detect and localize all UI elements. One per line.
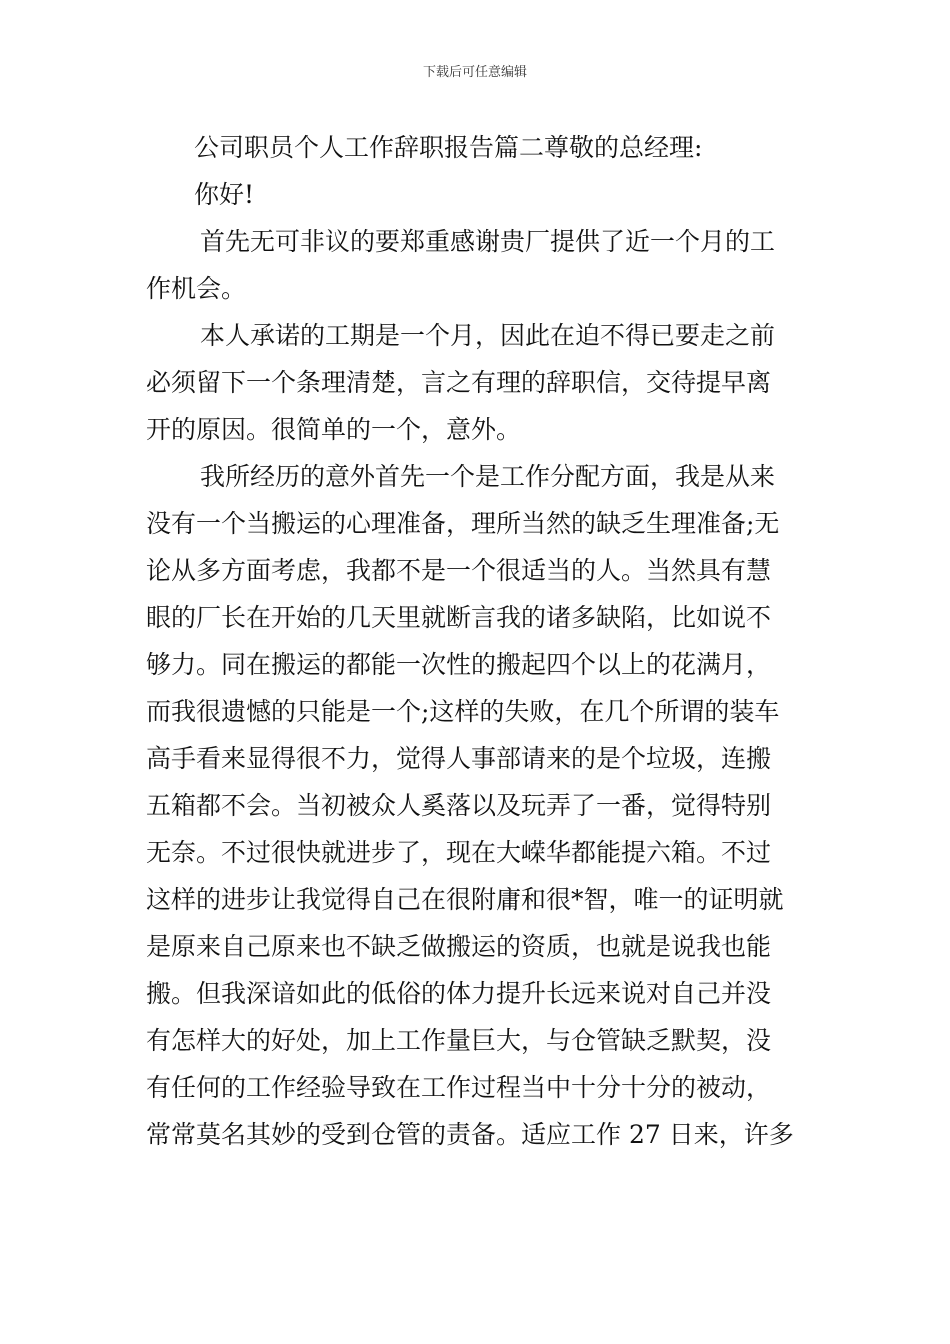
paragraph-line: 搬。但我深谙如此的低俗的体力提升长远来说对自己并没 (146, 979, 772, 1008)
paragraph-line: 有怎样大的好处，加上工作量巨大，与仓管缺乏默契，没 (146, 1026, 772, 1055)
paragraph-line: 本人承诺的工期是一个月，因此在迫不得已要走之前 (200, 321, 776, 350)
paragraph-line: 常常莫名其妙的受到仓管的责备。适应工作 27 日来，许多 (146, 1120, 794, 1149)
paragraph-line: 眼的厂长在开始的几天里就断言我的诸多缺陷，比如说不 (146, 603, 772, 632)
paragraph-line: 论从多方面考虑，我都不是一个很适当的人。当然具有慧 (146, 556, 772, 585)
paragraph-line: 必须留下一个条理清楚，言之有理的辞职信，交待提早离 (146, 368, 772, 397)
paragraph-line: 是原来自己原来也不缺乏做搬运的资质，也就是说我也能 (146, 932, 772, 961)
paragraph-line: 这样的进步让我觉得自己在很附庸和很*智，唯一的证明就 (146, 885, 784, 914)
paragraph-line: 我所经历的意外首先一个是工作分配方面，我是从来 (200, 462, 776, 491)
document-title-line: 公司职员个人工作辞职报告篇二尊敬的总经理: (194, 133, 703, 162)
page-header-text: 下载后可任意编辑 (422, 65, 527, 80)
paragraph-line: 无奈。不过很快就进步了，现在大嵘华都能提六箱。不过 (146, 838, 772, 867)
paragraph-line: 作机会。 (146, 274, 247, 303)
document-body (146, 124, 806, 1158)
paragraph-line: 首先无可非议的要郑重感谢贵厂提供了近一个月的工 (200, 227, 776, 256)
paragraph-line: 五箱都不会。当初被众人奚落以及玩弄了一番，觉得特别 (146, 791, 772, 820)
greeting-line: 你好! (194, 180, 255, 209)
paragraph-line: 而我很遗憾的只能是一个;这样的失败，在几个所谓的装车 (146, 697, 780, 726)
paragraph-line: 够力。同在搬运的都能一次性的搬起四个以上的花满月， (146, 650, 772, 679)
paragraph-line: 没有一个当搬运的心理准备，理所当然的缺乏生理准备;无 (146, 509, 780, 538)
paragraph-line: 有任何的工作经验导致在工作过程当中十分十分的被动， (146, 1073, 772, 1102)
paragraph-line: 开的原因。很简单的一个，意外。 (146, 415, 522, 444)
paragraph-line: 高手看来显得很不力，觉得人事部请来的是个垃圾，连搬 (146, 744, 772, 773)
